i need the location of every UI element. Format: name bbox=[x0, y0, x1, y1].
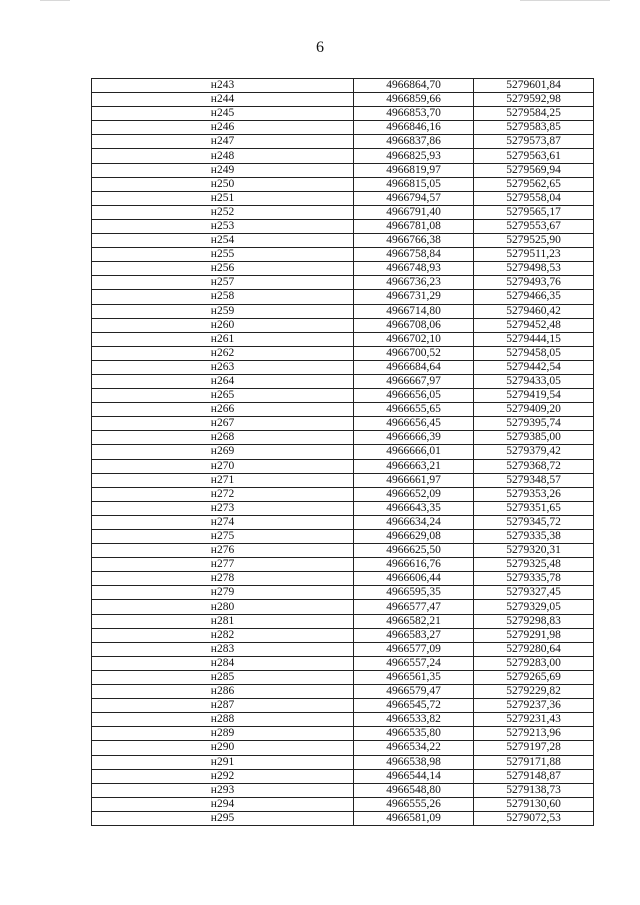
table-row bbox=[92, 93, 594, 107]
table-row bbox=[92, 205, 594, 219]
x-coordinate-cell: 4966667,97 bbox=[354, 374, 474, 388]
point-id-cell: н262 bbox=[92, 346, 354, 360]
x-coordinate-cell: 4966535,80 bbox=[354, 727, 474, 741]
table-row bbox=[92, 769, 594, 783]
table-row bbox=[92, 304, 594, 318]
point-id-cell: н295 bbox=[92, 811, 354, 825]
y-coordinate-cell: 5279298,83 bbox=[474, 614, 594, 628]
y-coordinate-cell: 5279231,43 bbox=[474, 713, 594, 727]
y-coordinate-cell: 5279348,57 bbox=[474, 473, 594, 487]
point-id-cell: н260 bbox=[92, 318, 354, 332]
point-id-cell: н266 bbox=[92, 403, 354, 417]
point-id-cell: н267 bbox=[92, 417, 354, 431]
table-row bbox=[92, 614, 594, 628]
x-coordinate-cell: 4966700,52 bbox=[354, 346, 474, 360]
table-row bbox=[92, 234, 594, 248]
point-id-cell: н255 bbox=[92, 248, 354, 262]
point-id-cell: н247 bbox=[92, 135, 354, 149]
table-row bbox=[92, 360, 594, 374]
point-id-cell: н258 bbox=[92, 290, 354, 304]
y-coordinate-cell: 5279229,82 bbox=[474, 685, 594, 699]
x-coordinate-cell: 4966656,05 bbox=[354, 389, 474, 403]
point-id-cell: н287 bbox=[92, 699, 354, 713]
point-id-cell: н289 bbox=[92, 727, 354, 741]
point-id-cell: н259 bbox=[92, 304, 354, 318]
table-row bbox=[92, 586, 594, 600]
table-row bbox=[92, 515, 594, 529]
point-id-cell: н270 bbox=[92, 459, 354, 473]
y-coordinate-cell: 5279345,72 bbox=[474, 515, 594, 529]
table-row bbox=[92, 473, 594, 487]
y-coordinate-cell: 5279452,48 bbox=[474, 318, 594, 332]
y-coordinate-cell: 5279213,96 bbox=[474, 727, 594, 741]
y-coordinate-cell: 5279460,42 bbox=[474, 304, 594, 318]
point-id-cell: н290 bbox=[92, 741, 354, 755]
y-coordinate-cell: 5279353,26 bbox=[474, 487, 594, 501]
x-coordinate-cell: 4966853,70 bbox=[354, 107, 474, 121]
point-id-cell: н286 bbox=[92, 685, 354, 699]
point-id-cell: н288 bbox=[92, 713, 354, 727]
x-coordinate-cell: 4966736,23 bbox=[354, 276, 474, 290]
y-coordinate-cell: 5279466,35 bbox=[474, 290, 594, 304]
y-coordinate-cell: 5279444,15 bbox=[474, 332, 594, 346]
table-row bbox=[92, 487, 594, 501]
table-row bbox=[92, 572, 594, 586]
table-row bbox=[92, 346, 594, 360]
table-row bbox=[92, 107, 594, 121]
y-coordinate-cell: 5279584,25 bbox=[474, 107, 594, 121]
table-row bbox=[92, 219, 594, 233]
y-coordinate-cell: 5279171,88 bbox=[474, 755, 594, 769]
point-id-cell: н250 bbox=[92, 177, 354, 191]
point-id-cell: н294 bbox=[92, 797, 354, 811]
x-coordinate-cell: 4966825,93 bbox=[354, 149, 474, 163]
x-coordinate-cell: 4966791,40 bbox=[354, 205, 474, 219]
table-row bbox=[92, 783, 594, 797]
point-id-cell: н261 bbox=[92, 332, 354, 346]
table-row bbox=[92, 177, 594, 191]
y-coordinate-cell: 5279283,00 bbox=[474, 656, 594, 670]
table-row bbox=[92, 811, 594, 825]
x-coordinate-cell: 4966533,82 bbox=[354, 713, 474, 727]
point-id-cell: н276 bbox=[92, 544, 354, 558]
y-coordinate-cell: 5279325,48 bbox=[474, 558, 594, 572]
y-coordinate-cell: 5279265,69 bbox=[474, 670, 594, 684]
point-id-cell: н271 bbox=[92, 473, 354, 487]
y-coordinate-cell: 5279138,73 bbox=[474, 783, 594, 797]
table-row bbox=[92, 558, 594, 572]
table-row bbox=[92, 417, 594, 431]
point-id-cell: н281 bbox=[92, 614, 354, 628]
x-coordinate-cell: 4966666,39 bbox=[354, 431, 474, 445]
x-coordinate-cell: 4966557,24 bbox=[354, 656, 474, 670]
point-id-cell: н272 bbox=[92, 487, 354, 501]
point-id-cell: н245 bbox=[92, 107, 354, 121]
point-id-cell: н275 bbox=[92, 530, 354, 544]
table-row bbox=[92, 699, 594, 713]
table-row bbox=[92, 374, 594, 388]
table-row bbox=[92, 459, 594, 473]
x-coordinate-cell: 4966748,93 bbox=[354, 262, 474, 276]
point-id-cell: н251 bbox=[92, 191, 354, 205]
x-coordinate-cell: 4966859,66 bbox=[354, 93, 474, 107]
table-row bbox=[92, 431, 594, 445]
table-row bbox=[92, 530, 594, 544]
y-coordinate-cell: 5279458,05 bbox=[474, 346, 594, 360]
point-id-cell: н283 bbox=[92, 642, 354, 656]
x-coordinate-cell: 4966538,98 bbox=[354, 755, 474, 769]
y-coordinate-cell: 5279237,36 bbox=[474, 699, 594, 713]
table-row bbox=[92, 713, 594, 727]
x-coordinate-cell: 4966561,35 bbox=[354, 670, 474, 684]
y-coordinate-cell: 5279563,61 bbox=[474, 149, 594, 163]
y-coordinate-cell: 5279433,05 bbox=[474, 374, 594, 388]
x-coordinate-cell: 4966544,14 bbox=[354, 769, 474, 783]
y-coordinate-cell: 5279335,38 bbox=[474, 530, 594, 544]
point-id-cell: н293 bbox=[92, 783, 354, 797]
point-id-cell: н284 bbox=[92, 656, 354, 670]
y-coordinate-cell: 5279553,67 bbox=[474, 219, 594, 233]
table-row bbox=[92, 445, 594, 459]
y-coordinate-cell: 5279569,94 bbox=[474, 163, 594, 177]
table-row bbox=[92, 670, 594, 684]
y-coordinate-cell: 5279562,65 bbox=[474, 177, 594, 191]
point-id-cell: н243 bbox=[92, 79, 354, 93]
x-coordinate-cell: 4966794,57 bbox=[354, 191, 474, 205]
point-id-cell: н263 bbox=[92, 360, 354, 374]
table-row bbox=[92, 191, 594, 205]
x-coordinate-cell: 4966655,65 bbox=[354, 403, 474, 417]
x-coordinate-cell: 4966837,86 bbox=[354, 135, 474, 149]
x-coordinate-cell: 4966534,22 bbox=[354, 741, 474, 755]
x-coordinate-cell: 4966606,44 bbox=[354, 572, 474, 586]
y-coordinate-cell: 5279601,84 bbox=[474, 79, 594, 93]
x-coordinate-cell: 4966581,09 bbox=[354, 811, 474, 825]
x-coordinate-cell: 4966731,29 bbox=[354, 290, 474, 304]
x-coordinate-cell: 4966702,10 bbox=[354, 332, 474, 346]
y-coordinate-cell: 5279419,54 bbox=[474, 389, 594, 403]
table-row bbox=[92, 741, 594, 755]
point-id-cell: н291 bbox=[92, 755, 354, 769]
table-row bbox=[92, 318, 594, 332]
y-coordinate-cell: 5279320,31 bbox=[474, 544, 594, 558]
y-coordinate-cell: 5279327,45 bbox=[474, 586, 594, 600]
point-id-cell: н279 bbox=[92, 586, 354, 600]
table-row bbox=[92, 642, 594, 656]
table-row bbox=[92, 276, 594, 290]
x-coordinate-cell: 4966548,80 bbox=[354, 783, 474, 797]
x-coordinate-cell: 4966758,84 bbox=[354, 248, 474, 262]
table-row bbox=[92, 332, 594, 346]
x-coordinate-cell: 4966616,76 bbox=[354, 558, 474, 572]
y-coordinate-cell: 5279291,98 bbox=[474, 628, 594, 642]
scan-edge-mark bbox=[40, 0, 70, 1]
x-coordinate-cell: 4966577,09 bbox=[354, 642, 474, 656]
point-id-cell: н274 bbox=[92, 515, 354, 529]
x-coordinate-cell: 4966846,16 bbox=[354, 121, 474, 135]
x-coordinate-cell: 4966864,70 bbox=[354, 79, 474, 93]
point-id-cell: н254 bbox=[92, 234, 354, 248]
x-coordinate-cell: 4966815,05 bbox=[354, 177, 474, 191]
x-coordinate-cell: 4966684,64 bbox=[354, 360, 474, 374]
y-coordinate-cell: 5279280,64 bbox=[474, 642, 594, 656]
table-row bbox=[92, 389, 594, 403]
y-coordinate-cell: 5279385,00 bbox=[474, 431, 594, 445]
coordinates-table-container bbox=[91, 78, 593, 826]
point-id-cell: н292 bbox=[92, 769, 354, 783]
x-coordinate-cell: 4966714,80 bbox=[354, 304, 474, 318]
point-id-cell: н248 bbox=[92, 149, 354, 163]
table-row bbox=[92, 628, 594, 642]
point-id-cell: н268 bbox=[92, 431, 354, 445]
y-coordinate-cell: 5279592,98 bbox=[474, 93, 594, 107]
x-coordinate-cell: 4966583,27 bbox=[354, 628, 474, 642]
x-coordinate-cell: 4966663,21 bbox=[354, 459, 474, 473]
scan-edge-mark bbox=[520, 0, 610, 1]
table-row bbox=[92, 248, 594, 262]
point-id-cell: н253 bbox=[92, 219, 354, 233]
y-coordinate-cell: 5279493,76 bbox=[474, 276, 594, 290]
y-coordinate-cell: 5279130,60 bbox=[474, 797, 594, 811]
y-coordinate-cell: 5279335,78 bbox=[474, 572, 594, 586]
x-coordinate-cell: 4966577,47 bbox=[354, 600, 474, 614]
y-coordinate-cell: 5279148,87 bbox=[474, 769, 594, 783]
y-coordinate-cell: 5279558,04 bbox=[474, 191, 594, 205]
table-row bbox=[92, 600, 594, 614]
point-id-cell: н249 bbox=[92, 163, 354, 177]
coordinates-table bbox=[91, 78, 594, 826]
table-row bbox=[92, 79, 594, 93]
y-coordinate-cell: 5279395,74 bbox=[474, 417, 594, 431]
point-id-cell: н264 bbox=[92, 374, 354, 388]
x-coordinate-cell: 4966545,72 bbox=[354, 699, 474, 713]
x-coordinate-cell: 4966652,09 bbox=[354, 487, 474, 501]
table-row bbox=[92, 797, 594, 811]
x-coordinate-cell: 4966634,24 bbox=[354, 515, 474, 529]
point-id-cell: н244 bbox=[92, 93, 354, 107]
table-row bbox=[92, 262, 594, 276]
table-row bbox=[92, 656, 594, 670]
x-coordinate-cell: 4966781,08 bbox=[354, 219, 474, 233]
y-coordinate-cell: 5279368,72 bbox=[474, 459, 594, 473]
x-coordinate-cell: 4966766,38 bbox=[354, 234, 474, 248]
y-coordinate-cell: 5279379,42 bbox=[474, 445, 594, 459]
point-id-cell: н265 bbox=[92, 389, 354, 403]
x-coordinate-cell: 4966661,97 bbox=[354, 473, 474, 487]
x-coordinate-cell: 4966625,50 bbox=[354, 544, 474, 558]
table-row bbox=[92, 121, 594, 135]
point-id-cell: н280 bbox=[92, 600, 354, 614]
x-coordinate-cell: 4966819,97 bbox=[354, 163, 474, 177]
y-coordinate-cell: 5279442,54 bbox=[474, 360, 594, 374]
y-coordinate-cell: 5279329,05 bbox=[474, 600, 594, 614]
table-row bbox=[92, 755, 594, 769]
y-coordinate-cell: 5279573,87 bbox=[474, 135, 594, 149]
point-id-cell: н246 bbox=[92, 121, 354, 135]
point-id-cell: н277 bbox=[92, 558, 354, 572]
page-number: 6 bbox=[316, 39, 324, 56]
y-coordinate-cell: 5279511,23 bbox=[474, 248, 594, 262]
x-coordinate-cell: 4966582,21 bbox=[354, 614, 474, 628]
x-coordinate-cell: 4966643,35 bbox=[354, 501, 474, 515]
table-row bbox=[92, 501, 594, 515]
point-id-cell: н273 bbox=[92, 501, 354, 515]
y-coordinate-cell: 5279409,20 bbox=[474, 403, 594, 417]
point-id-cell: н278 bbox=[92, 572, 354, 586]
y-coordinate-cell: 5279583,85 bbox=[474, 121, 594, 135]
y-coordinate-cell: 5279498,53 bbox=[474, 262, 594, 276]
x-coordinate-cell: 4966579,47 bbox=[354, 685, 474, 699]
point-id-cell: н252 bbox=[92, 205, 354, 219]
table-row bbox=[92, 149, 594, 163]
y-coordinate-cell: 5279197,28 bbox=[474, 741, 594, 755]
x-coordinate-cell: 4966629,08 bbox=[354, 530, 474, 544]
point-id-cell: н256 bbox=[92, 262, 354, 276]
point-id-cell: н269 bbox=[92, 445, 354, 459]
x-coordinate-cell: 4966666,01 bbox=[354, 445, 474, 459]
table-row bbox=[92, 135, 594, 149]
table-row bbox=[92, 685, 594, 699]
table-row bbox=[92, 727, 594, 741]
table-row bbox=[92, 403, 594, 417]
y-coordinate-cell: 5279072,53 bbox=[474, 811, 594, 825]
point-id-cell: н257 bbox=[92, 276, 354, 290]
y-coordinate-cell: 5279525,90 bbox=[474, 234, 594, 248]
table-row bbox=[92, 290, 594, 304]
x-coordinate-cell: 4966708,06 bbox=[354, 318, 474, 332]
y-coordinate-cell: 5279565,17 bbox=[474, 205, 594, 219]
table-row bbox=[92, 544, 594, 558]
x-coordinate-cell: 4966595,35 bbox=[354, 586, 474, 600]
point-id-cell: н285 bbox=[92, 670, 354, 684]
x-coordinate-cell: 4966656,45 bbox=[354, 417, 474, 431]
table-row bbox=[92, 163, 594, 177]
x-coordinate-cell: 4966555,26 bbox=[354, 797, 474, 811]
point-id-cell: н282 bbox=[92, 628, 354, 642]
y-coordinate-cell: 5279351,65 bbox=[474, 501, 594, 515]
